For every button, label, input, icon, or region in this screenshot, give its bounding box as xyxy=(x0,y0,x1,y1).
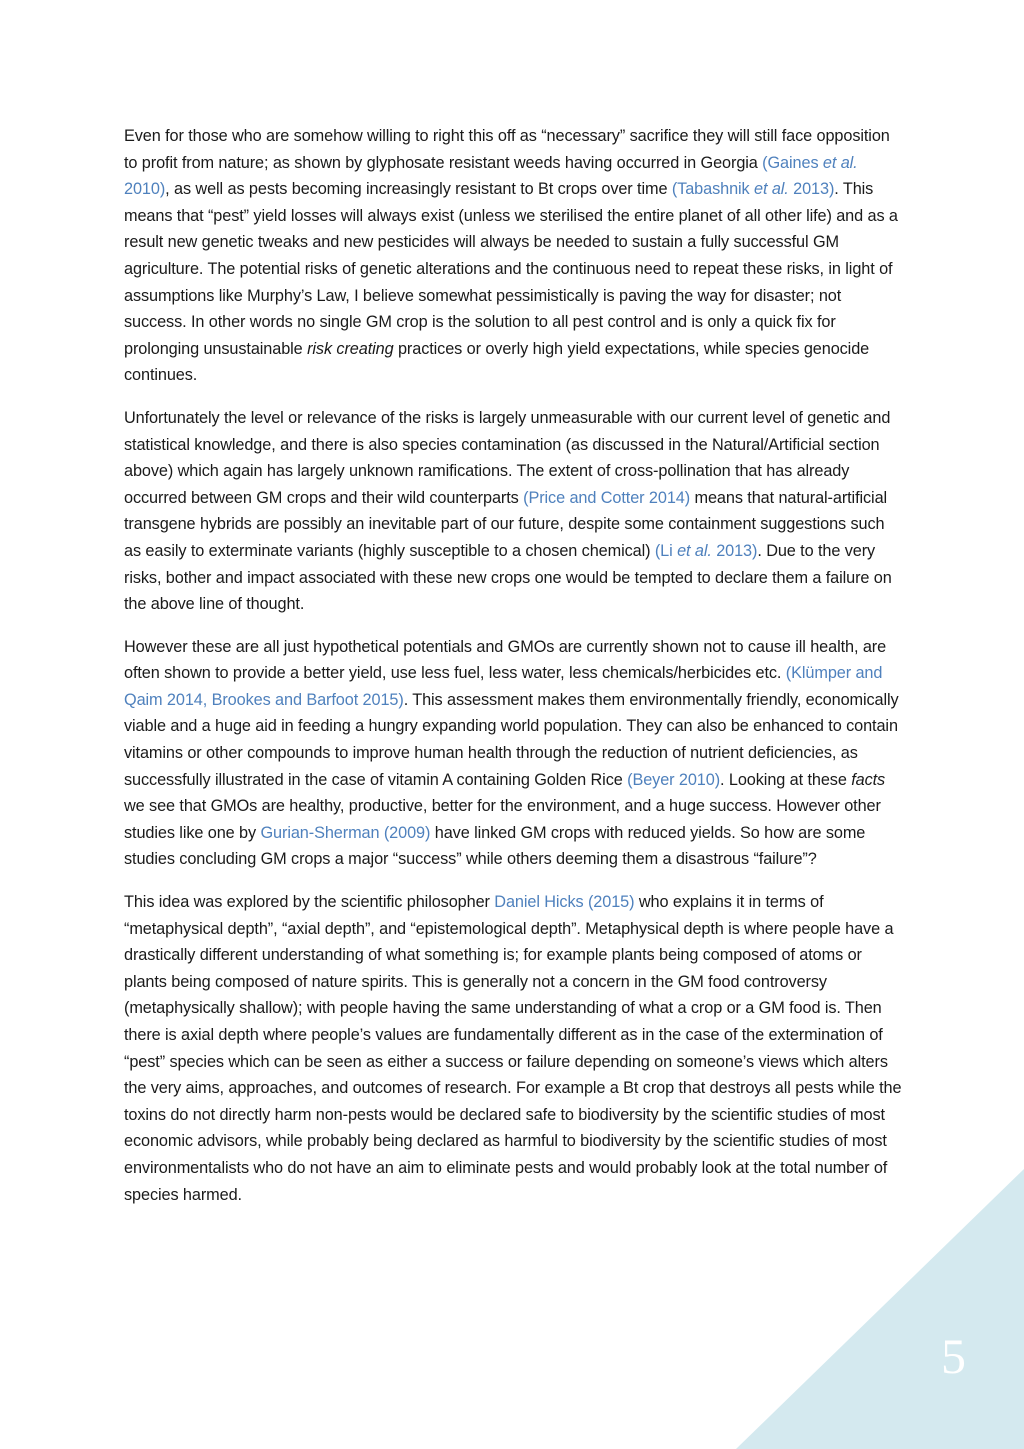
citation-link[interactable]: (Gaines xyxy=(762,153,823,172)
text-run: . Looking at these xyxy=(720,770,852,789)
text-run: This idea was explored by the scientific philosopher xyxy=(124,893,495,912)
citation-link[interactable]: et al. xyxy=(677,541,712,560)
text-run: . This assessment makes them environmentally friendly, economically viable and a huge aid in feeding a hungry expanding world population. They can also be enhanced to contain vitamins or other compounds to improve human health through the reduction of nutrient deficiencies, as successfully illustrated in the case of vitamin A containing Golden Rice xyxy=(124,690,899,789)
citation-link[interactable]: (Li xyxy=(654,541,678,560)
citation-link[interactable]: et al. xyxy=(754,180,789,199)
body-text xyxy=(124,123,904,1224)
paragraph xyxy=(124,889,904,1208)
citation-link[interactable]: 2013) xyxy=(788,180,835,199)
paragraph xyxy=(124,634,904,873)
text-run: we see that GMOs are healthy, productive, better for the environment, and a huge success. However other studies like one by xyxy=(124,797,881,842)
citation-link[interactable]: (Tabashnik xyxy=(671,180,755,199)
text-run: means that natural-artificial transgene hybrids are possibly an inevitable part of our future, despite some containment suggestions such as easily to exterminate variants (highly susceptible to a chosen chemical) xyxy=(124,488,888,560)
text-run: who explains it in terms of “metaphysical depth”, “axial depth”, and “epistemological depth”. Metaphysical depth is where people have a drastically different understanding of what something is; for example plants being composed of atoms or plants being composed of nature spirits. This is generally not a concern in the GM food controversy (metaphysically shallow); with people having the same understanding of what a crop or a GM food is. Then there is axial depth where people’s values are fundamentally different as in the case of the extermination of “pest” species which can be seen as either a success or failure depending on someone’s views which alters the very aims, approaches, and outcomes of research. For example a Bt crop that destroys all pests while the toxins do not directly harm non-pests would be declared safe to biodiversity by the scientific studies of most economic advisors, while probably being declared as harmful to biodiversity by the scientific studies of most environmentalists who do not have an aim to eliminate pests and would probably look at the total number of species harmed. xyxy=(124,893,902,1204)
text-run: Unfortunately the level or relevance of the risks is largely unmeasurable with our current level of genetic and statistical knowledge, and there is also species contamination (as discussed in the Natural/Artificial section above) which again has largely unknown ramifications. The extent of cross-pollination that has already occurred between GM crops and their wild counterparts xyxy=(124,408,891,507)
paragraph xyxy=(124,405,904,618)
text-run: have linked GM crops with reduced yields. So how are some studies concluding GM crops a major “success” while others deeming them a disastrous “failure”? xyxy=(124,823,866,869)
citation-link[interactable]: Daniel Hicks (2015) xyxy=(494,893,635,912)
text-run: . Due to the very risks, bother and impact associated with these new crops one would be tempted to declare them a failure on the above line of thought. xyxy=(124,541,892,614)
text-run: Even for those who are somehow willing to right this off as “necessary” sacrifice they will still face opposition to profit from nature; as shown by glyphosate resistant weeds having occurred in Georgia xyxy=(124,127,890,172)
citation-link[interactable]: (Beyer 2010) xyxy=(627,770,721,789)
text-run: practices or overly high yield expectations, while species genocide continues. xyxy=(124,339,870,385)
citation-link[interactable]: 2010) xyxy=(124,180,166,199)
paragraph xyxy=(124,123,904,389)
corner-triangle-decoration xyxy=(736,1169,1024,1449)
citation-link[interactable]: et al. xyxy=(822,153,858,172)
citation-link[interactable]: Gurian-Sherman (2009) xyxy=(260,823,431,842)
page-number: 5 xyxy=(941,1328,966,1384)
text-run: . This means that “pest” yield losses will always exist (unless we sterilised the entire planet of all other life) and as a result new genetic tweaks and new pesticides will always be needed to sustain a fully successful GM agriculture. The potential risks of genetic alterations and the continuous need to repeat these risks, in light of assumptions like Murphy’s Law, I believe somewhat pessimistically is paving the way for disaster; not success. In other words no single GM crop is the solution to all pest control and is only a quick fix for prolonging unsustainable xyxy=(124,180,898,358)
citation-link[interactable]: 2013) xyxy=(711,541,758,560)
italic-text: facts xyxy=(851,770,886,789)
text-run: , as well as pests becoming increasingly resistant to Bt crops over time xyxy=(165,180,672,199)
citation-link[interactable]: (Price and Cotter 2014) xyxy=(523,488,691,507)
citation-link[interactable]: (Klümper and Qaim 2014, Brookes and Barfoot 2015) xyxy=(124,664,883,709)
text-run: However these are all just hypothetical potentials and GMOs are currently shown not to cause ill health, are often shown to provide a better yield, use less fuel, less water, less chemicals/herbicides etc. xyxy=(124,637,887,683)
italic-text: risk creating xyxy=(307,339,394,358)
